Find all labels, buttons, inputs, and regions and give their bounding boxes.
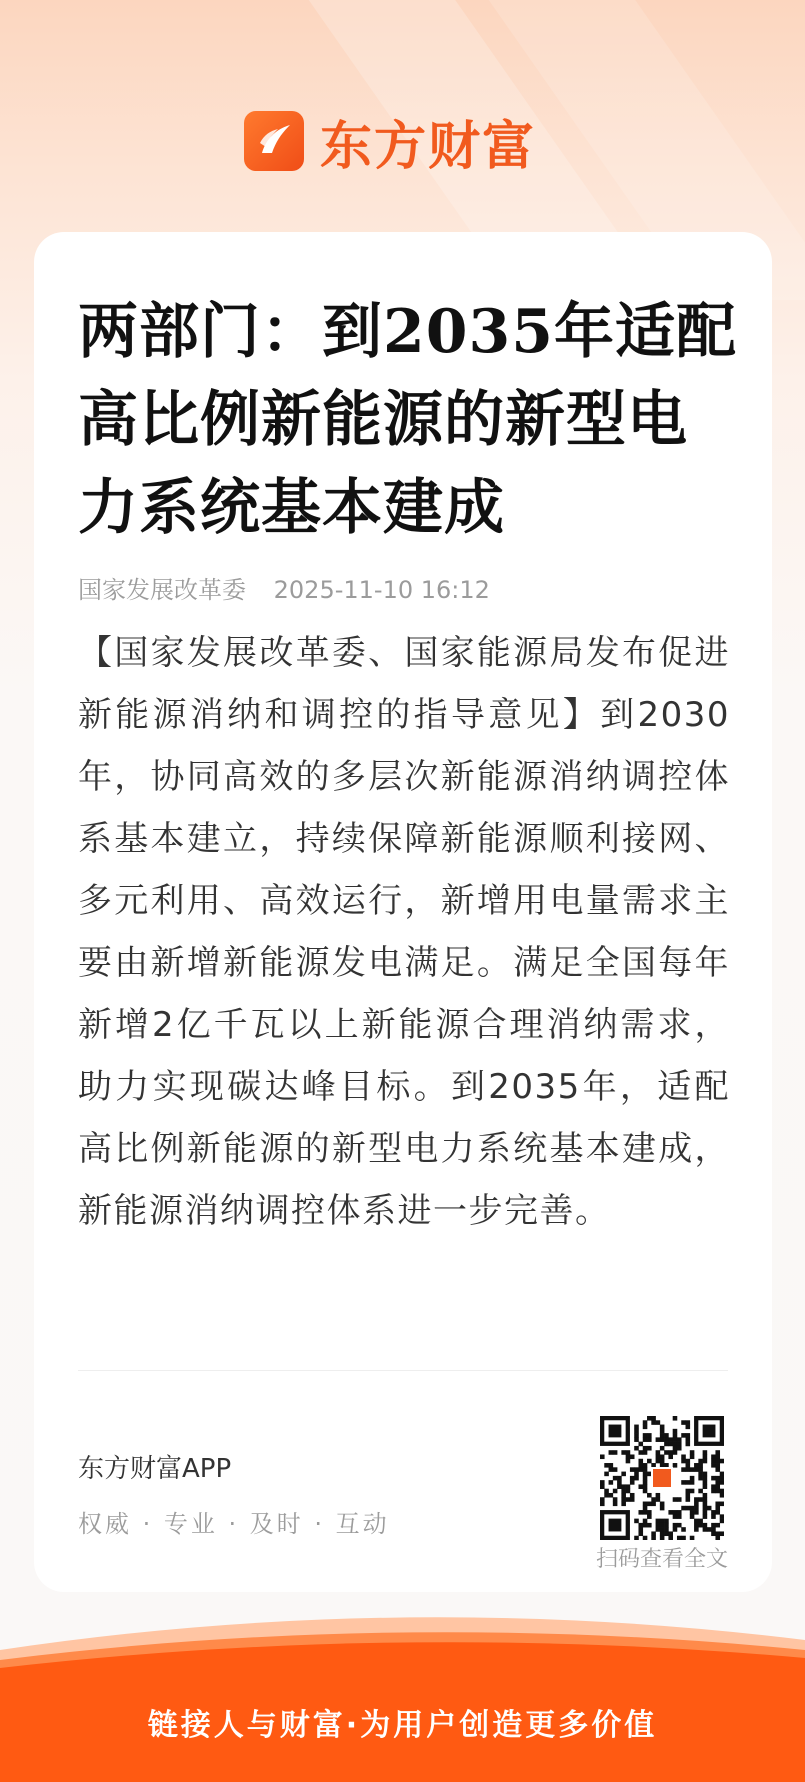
bottom-banner bbox=[0, 1600, 805, 1782]
qr-code-icon[interactable] bbox=[600, 1416, 724, 1540]
divider bbox=[78, 1370, 728, 1371]
footer-app-name: 东方财富APP bbox=[78, 1454, 232, 1484]
brand-logo bbox=[244, 110, 537, 177]
brand-name: 东方财富 bbox=[320, 116, 537, 177]
article-meta bbox=[78, 570, 490, 605]
article-title: 两部门：到2035年适配高比例新能源的新型电力系统基本建成 bbox=[78, 297, 737, 543]
banner-slogan: 链接人与财富·为用户创造更多价值 bbox=[147, 1708, 658, 1743]
eastmoney-logo-icon bbox=[244, 111, 304, 171]
article-source: 国家发展改革委 bbox=[78, 576, 246, 604]
article-body: 【国家发展改革委、国家能源局发布促进新能源消纳和调控的指导意见】到2030年，协同高效的多层次新能源消纳调控体系基本建立，持续保障新能源顺利接网、多元利用、高效运行，新增用电量需求主要由新增新能源发电满足。满足全国每年新增2亿千瓦以上新能源合理消纳需求，助力实现碳达峰目标。到2035年，适配高比例新能源的新型电力系统基本建成，新能源消纳调控体系进一步完善。 bbox=[78, 633, 730, 1231]
footer-slogan: 权威 · 专业 · 及时 · 互动 bbox=[78, 1510, 390, 1538]
article-datetime: 2025-11-10 16:12 bbox=[273, 576, 490, 604]
article-card bbox=[34, 232, 772, 1592]
qr-caption: 扫码查看全文 bbox=[595, 1547, 728, 1572]
